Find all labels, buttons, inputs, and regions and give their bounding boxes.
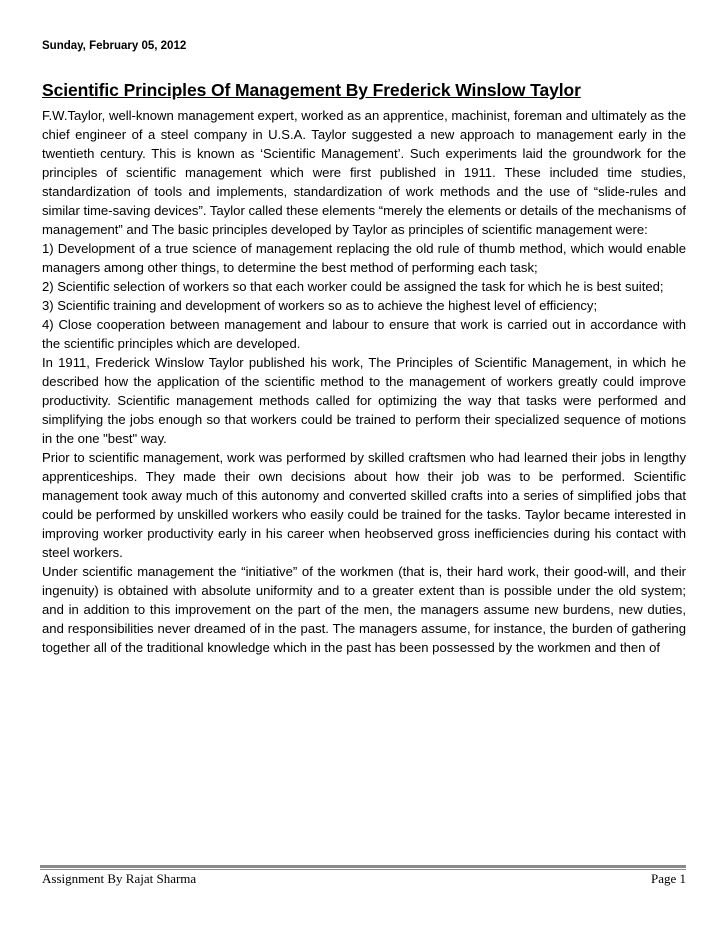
footer-divider-thick [40,865,686,868]
paragraph: 2) Scientific selection of workers so that each worker could be assigned the task for which he is best suited; [42,279,664,294]
footer-author: Assignment By Rajat Sharma [42,871,197,886]
footer-page-number: Page 1 [650,871,686,886]
article-title: Scientific Principles Of Management By Frederick Winslow Taylor [42,80,581,100]
paragraph: 1) Development of a true science of management replacing the old rule of thumb method, which would enable managers among other things, to determine the best method of performing each task; [42,241,686,275]
paragraph: 3) Scientific training and development of workers so as to achieve the highest level of efficiency; [42,298,598,313]
paragraph: In 1911, Frederick Winslow Taylor published his work, The Principles of Scientific Management, in which he described how the application of the scientific method to the management of workers greatly could improve productivity. Scientific management methods called for optimizing the way that tasks were performed and simplifying the jobs enough so that workers could be trained to perform their specialized sequence of motions in the one "best" way. [42,355,686,446]
paragraph: Under scientific management the “initiative” of the workmen (that is, their hard work, their good-will, and their ingenuity) is obtained with absolute uniformity and to a greater extent than is possible under the old system; and in addition to this improvement on the part of the men, the managers assume new burdens, new duties, and responsibilities never dreamed of in the past. The managers assume, for instance, the burden of gathering together all of the traditional knowledge which in the past has been possessed by the workmen and then of [42,564,686,655]
paragraph: F.W.Taylor, well-known management expert, worked as an apprentice, machinist, foreman and ultimately as the chief engineer of a steel company in U.S.A. Taylor suggested a new approach to management early in the twentieth century. This is known as ‘Scientific Management’. Such experiments laid the groundwork for the principles of scientific management which were first published in 1911. These included time studies, standardization of tools and implements, standardization of work methods and the use of “slide-rules and similar time-saving devices”. Taylor called these elements “merely the elements or details of the mechanisms of management” and The basic principles developed by Taylor as principles of scientific management were: [42,108,686,237]
header-date: Sunday, February 05, 2012 [42,40,187,52]
paragraph: Prior to scientific management, work was performed by skilled craftsmen who had learned their jobs in lengthy apprenticeships. They made their own decisions about how their job was to be performed. Scientific management took away much of this autonomy and converted skilled crafts into a series of simplified jobs that could be performed by unskilled workers who easily could be trained for the tasks. Taylor became interested in improving worker productivity early in his career when heobserved gross inefficiencies during his contact with steel workers. [42,450,686,560]
paragraph: 4) Close cooperation between management and labour to ensure that work is carried out in accordance with the scientific principles which are developed. [42,317,686,351]
article-body [42,106,686,657]
footer-divider-thin [40,869,686,870]
